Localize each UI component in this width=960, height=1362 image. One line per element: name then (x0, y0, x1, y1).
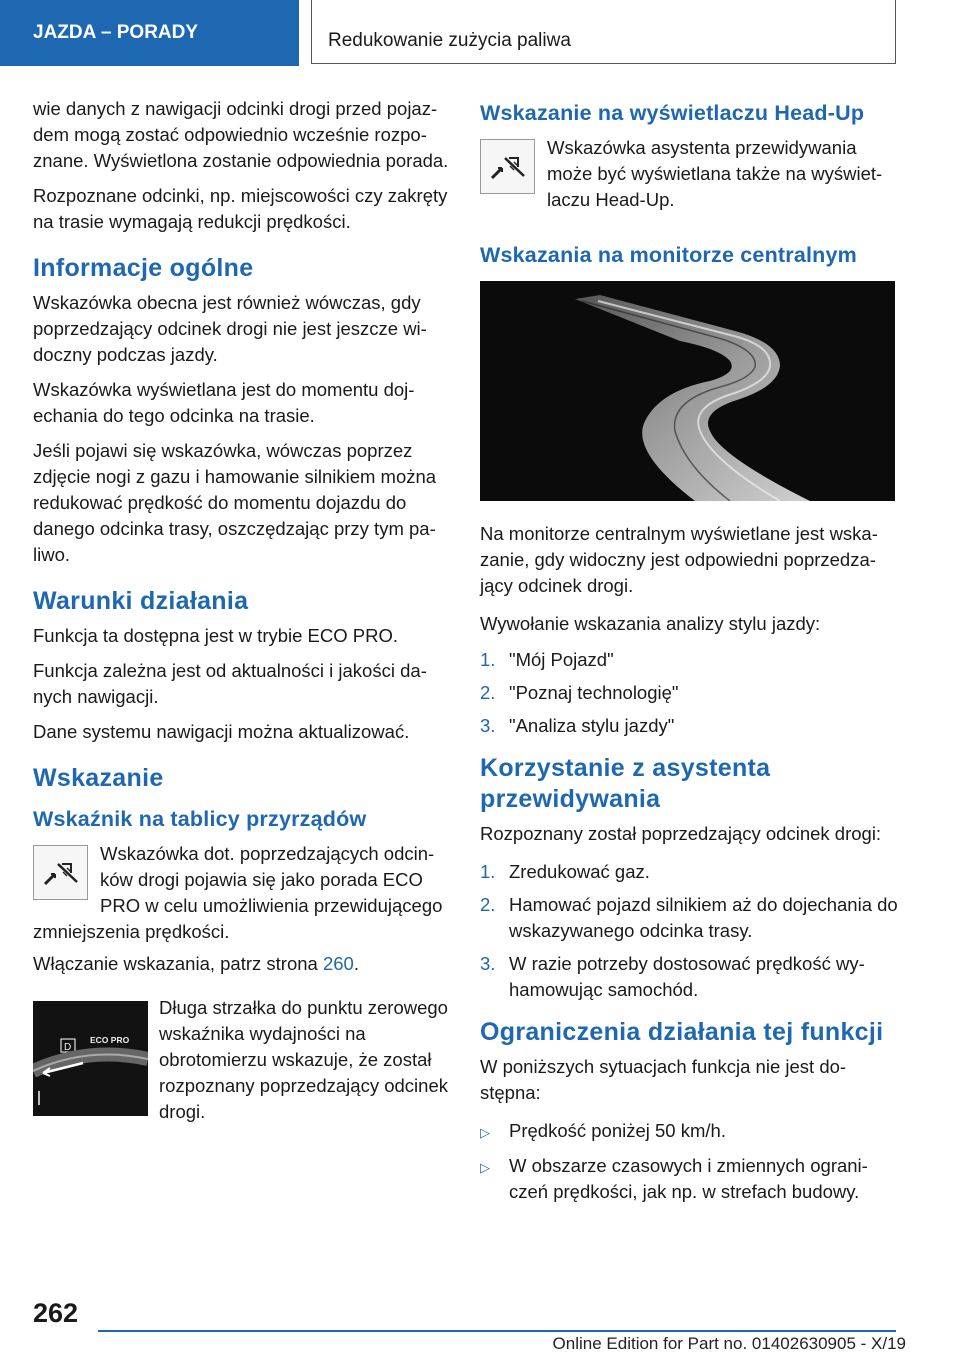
paragraph: Jeśli pojawi się wskazówka, wówczas poprzez zdjęcie nogi z gazu i hamowanie silnikiem można redukować prędkość do momentu dojazdu do danego odcinka trasy, oszczędzając przy tym paliwo. (33, 440, 437, 565)
paragraph: Wskazówka asystenta przewidywania może być wyświetlana także na wyświetlaczu Head-Up. (547, 137, 883, 210)
heading-general: Informacje ogólne (33, 254, 254, 282)
heading-cid: Wskazania na monitorze centralnym (480, 243, 857, 267)
paragraph: Dane systemu nawigacji można aktualizować. (33, 721, 410, 742)
right-column (480, 100, 898, 1215)
paragraph: Wskazówka dot. poprzedzających odcinków drogi pojawia się jako porada ECO PRO w celu umożliwienia przewidującego zmniejszenia prędkości. (33, 843, 443, 942)
road-curve-image (480, 281, 895, 501)
tachometer-image (33, 1001, 148, 1116)
paragraph: Wywołanie wskazania analizy stylu jazdy: (480, 613, 821, 634)
paragraph: Długa strzałka do punktu zerowego wskaźnika wydajności na obrotomierzu wskazuje, że został rozpoznany poprzedzający odcinek drogi. (159, 997, 448, 1122)
list-item: 2. "Poznaj technologię" (480, 682, 679, 703)
heading-hud: Wskazanie na wyświetlaczu Head-Up (480, 101, 865, 125)
section-tab (0, 0, 299, 66)
limits-list (480, 1118, 898, 1205)
heading-limits: Ograniczenia działania tej funkcji (480, 1018, 884, 1046)
page-number: 262 (33, 1298, 79, 1328)
paragraph (33, 951, 451, 977)
footer-edition: Online Edition for Part no. 01402630905 - X/19 (552, 1334, 906, 1353)
page-link[interactable]: 260 (322, 953, 354, 974)
bullet-triangle-icon: ▷ (480, 1160, 490, 1175)
paragraph: Na monitorze centralnym wyświetlane jest wskazanie, gdy widoczny jest odpowiedni poprzedzający odcinek drogi. (480, 523, 878, 596)
anticipation-warning-icon (480, 139, 535, 194)
list-item: ▷ Prędkość poniżej 50 km/h. (480, 1118, 898, 1146)
list-item: ▷ W obszarze czasowych i zmiennych ograniczeń prędkości, jak np. w strefach budowy. (480, 1153, 898, 1205)
paragraph: Rozpoznane odcinki, np. miejscowości czy zakręty na trasie wymagają redukcji prędkości. (33, 185, 448, 232)
left-column (33, 96, 451, 1134)
gauge-eco-label: ECO PRO (90, 1035, 130, 1045)
chapter-header (311, 0, 896, 64)
heading-use: Korzystanie z asystenta przewidywania (480, 754, 771, 813)
footer-divider (98, 1330, 896, 1332)
list-item: 2. Hamować pojazd silnikiem aż do dojechania do wskazywanego odcinka trasy. (480, 894, 898, 941)
heading-display: Wskazanie (33, 764, 164, 792)
bullet-triangle-icon: ▷ (480, 1125, 490, 1140)
paragraph: W poniższych sytuacjach funkcja nie jest dostępna: (480, 1056, 847, 1103)
enable-end: . (353, 953, 359, 974)
use-steps-list (480, 859, 898, 1003)
paragraph: Funkcja ta dostępna jest w trybie ECO PRO. (33, 625, 399, 646)
anticipation-warning-icon (33, 845, 88, 900)
heading-conditions: Warunki działania (33, 587, 249, 615)
list-item: 1. Zredukować gaz. (480, 861, 650, 882)
chapter-title: Redukowanie zużycia paliwa (328, 30, 571, 51)
paragraph: Rozpoznany został poprzedzający odcinek drogi: (480, 823, 882, 844)
menu-steps-list (480, 647, 898, 739)
list-item: 3. "Analiza stylu jazdy" (480, 715, 675, 736)
paragraph: wie danych z nawigacji odcinki drogi przed pojazdem mogą zostać odpowiednio wcześnie rozpoznane. Wyświetlona zostanie odpowiednia porada. (33, 98, 449, 171)
paragraph: Wskazówka obecna jest również wówczas, gdy poprzedzający odcinek drogi nie jest jeszcze widoczny podczas jazdy. (33, 292, 427, 365)
paragraph: Wskazówka wyświetlana jest do momentu dojechania do tego odcinka na trasie. (33, 379, 415, 426)
enable-text: Włączanie wskazania, patrz strona (33, 953, 323, 974)
section-title: JAZDA – PORADY (33, 22, 199, 43)
gauge-d-label: D (64, 1042, 72, 1053)
paragraph: Funkcja zależna jest od aktualności i jakości danych nawigacji. (33, 660, 427, 707)
heading-cluster: Wskaźnik na tablicy przyrządów (33, 807, 367, 831)
list-item: 1. "Mój Pojazd" (480, 649, 614, 670)
list-item: 3. W razie potrzeby dostosować prędkość wyhamowując samochód. (480, 953, 865, 1000)
